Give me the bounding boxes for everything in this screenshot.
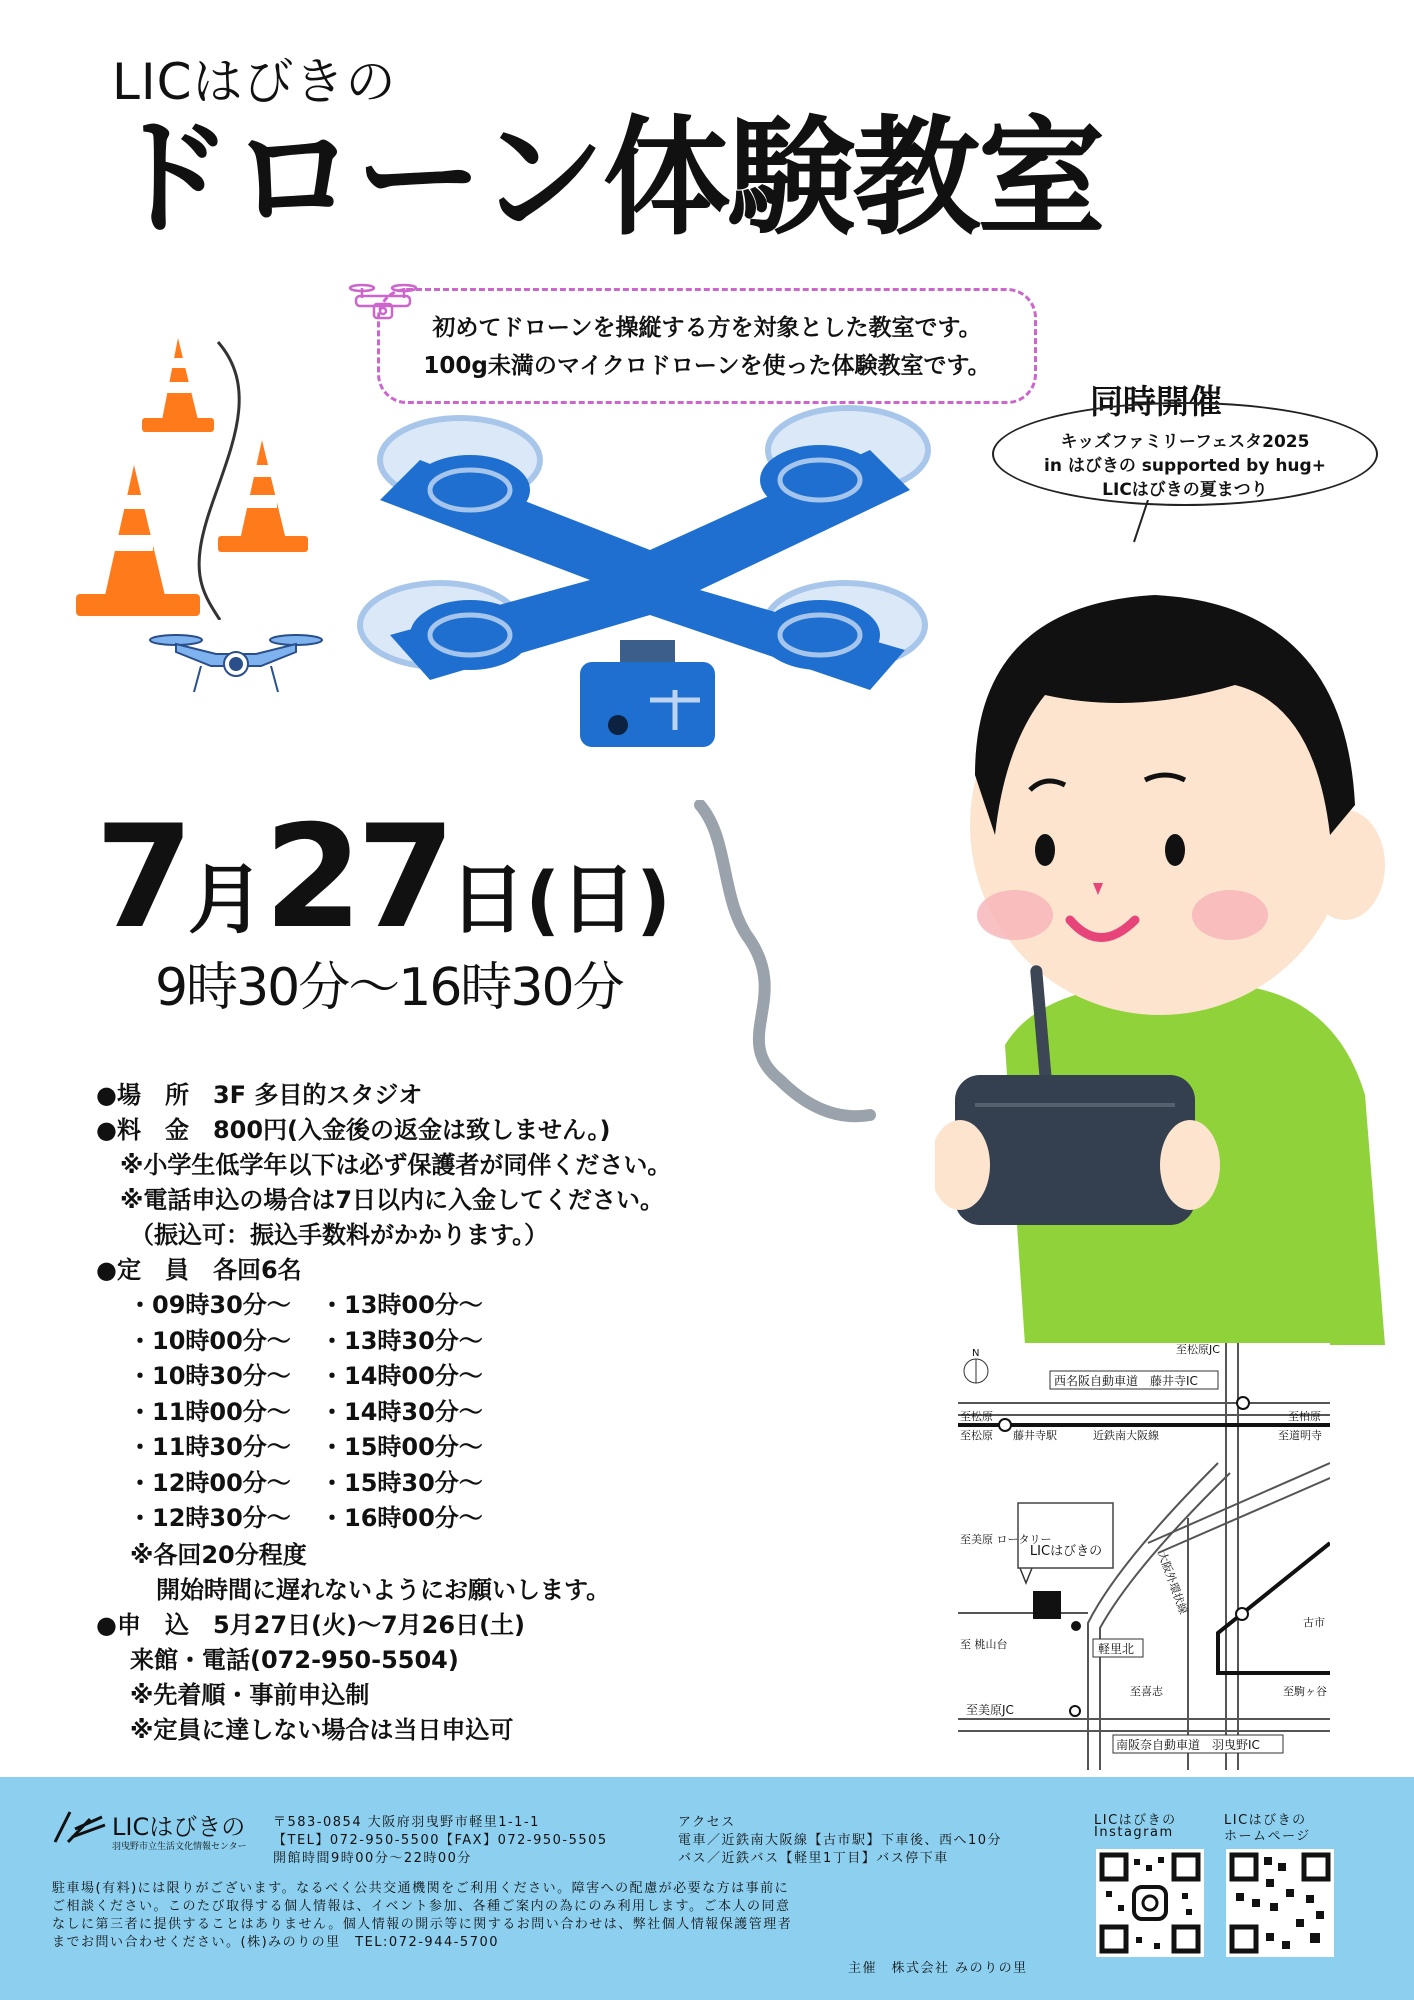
time-slot-row: [96, 1427, 576, 1459]
time-slot-row: [96, 1392, 576, 1424]
event-date: [95, 795, 671, 960]
qr-instagram-label-1: LICはびきの: [1094, 1813, 1177, 1828]
map-label: 西名阪自動車道 藤井寺IC: [1054, 1374, 1198, 1388]
time-slot: ・15時30分～: [320, 1468, 483, 1497]
cone-icon: [218, 440, 308, 552]
time-slot: ・12時30分～: [128, 1504, 291, 1532]
note-duration: ※各回20分程度: [130, 1541, 307, 1569]
qr-instagram-label-2: Instagram: [1094, 1825, 1174, 1840]
map-label: 至松原: [960, 1410, 993, 1423]
drone-illustration: [350, 400, 950, 760]
boy-illustration: [935, 575, 1390, 1345]
intro-line-2: 100g未満のマイクロドローンを使った体験教室です。: [423, 353, 991, 379]
lic-location-marker: [1033, 1591, 1061, 1619]
bubble-line-1: キッズファミリーフェスタ2025: [1060, 432, 1310, 452]
event-time: 9時30分～16時30分: [155, 958, 623, 1018]
capacity-line: ●定 員 各回6名: [96, 1256, 302, 1284]
map-label: 軽里北: [1098, 1642, 1135, 1656]
qr-code-icon: [1096, 1849, 1204, 1957]
homepage-qr-code[interactable]: [1226, 1849, 1334, 1957]
qr-homepage-label-1: LICはびきの: [1224, 1813, 1307, 1828]
bubble-line-3: LICはびきの夏まつり: [1102, 480, 1268, 500]
qr-code-icon: [1226, 1849, 1334, 1957]
cone-icon: [142, 338, 214, 432]
footer-tel-fax: 【TEL】072-950-5500【FAX】072-950-5505: [273, 1833, 608, 1848]
time-slot: ・15時00分～: [320, 1433, 483, 1461]
footer-logo-text: LICはびきの: [112, 1813, 246, 1841]
date-day: 27: [263, 795, 450, 960]
intro-box: [377, 288, 1037, 404]
instagram-qr-code[interactable]: [1096, 1849, 1204, 1957]
map-lic-label: LICはびきの: [1029, 1544, 1103, 1559]
apply-method: 来館・電話(072-950-5504): [130, 1646, 459, 1674]
footer: [0, 1777, 1414, 2000]
note-payment: ※電話申込の場合は7日以内に入金してください。: [120, 1186, 665, 1214]
map-label: 至松原: [960, 1429, 993, 1442]
concurrent-heading: 同時開催: [1090, 382, 1222, 421]
map-label: 藤井寺駅: [1013, 1429, 1057, 1442]
time-slot: ・13時00分～: [320, 1291, 483, 1319]
date-month: 7: [95, 795, 188, 960]
time-slot-row: [96, 1356, 576, 1388]
map-label: 至道明寺: [1278, 1429, 1322, 1442]
map-north-label: N: [972, 1348, 980, 1359]
speech-bubble: [992, 402, 1378, 506]
time-slot-row: [96, 1463, 576, 1495]
venue-line: ●場 所 3F 多目的スタジオ: [96, 1081, 423, 1109]
map-label: 古市: [1303, 1616, 1325, 1629]
footer-notice-4: までお問い合わせください。(株)みのりの里 TEL:072-944-5700: [52, 1935, 500, 1950]
time-slot: ・13時30分～: [320, 1326, 483, 1355]
date-month-unit: 月: [187, 855, 264, 944]
map-label: 至喜志: [1130, 1685, 1163, 1698]
note-punctual: 開始時間に遅れないようにお願いします。: [156, 1576, 611, 1604]
lic-logo-icon: [50, 1807, 110, 1847]
map-label: 至美原JC: [966, 1703, 1014, 1717]
note-same-day: ※定員に達しない場合は当日申込可: [130, 1716, 514, 1744]
map-label: 至 桃山台: [960, 1638, 1008, 1651]
footer-address: 〒583-0854 大阪府羽曳野市軽里1-1-1: [273, 1815, 540, 1830]
access-map: [958, 1343, 1330, 1770]
instagram-icon: [1134, 1887, 1166, 1919]
time-slot-row: [96, 1285, 576, 1317]
time-slot: ・09時30分～: [128, 1291, 291, 1319]
fee-line: ●料 金 800円(入金後の返金は致しません。): [96, 1116, 611, 1144]
intro-line-1: 初めてドローンを操縦する方を対象とした教室です。: [432, 315, 982, 341]
note-guardian: ※小学生低学年以下は必ず保護者が同伴ください。: [120, 1151, 672, 1179]
footer-access-train: 電車／近鉄南大阪線【古市駅】下車後、西へ10分: [678, 1833, 1003, 1848]
apply-line: ●申 込 5月27日(火)～7月26日(土): [96, 1611, 526, 1639]
footer-hours: 開館時間9時00分～22時00分: [273, 1851, 472, 1866]
footer-notice-2: ご相談ください。このたび取得する個人情報は、イベント参加、各種ご案内の為にのみ利用します。ご本人の同意: [52, 1899, 791, 1914]
traffic-cones-illustration: [70, 330, 330, 620]
time-slot: ・10時00分～: [128, 1326, 291, 1355]
time-slot: ・10時30分～: [128, 1362, 291, 1390]
date-day-unit: 日(日): [449, 855, 671, 944]
time-slot-row: [96, 1498, 576, 1530]
bubble-line-2: in はびきの supported by hug+: [1044, 456, 1326, 476]
map-label: 至松原JC: [1176, 1343, 1220, 1356]
note-first-come: ※先着順・事前申込制: [130, 1681, 370, 1709]
cone-icon: [76, 465, 200, 616]
time-slot: ・11時30分～: [128, 1433, 291, 1461]
time-slot-row: [96, 1321, 576, 1353]
footer-access-title: アクセス: [678, 1815, 736, 1830]
map-label: 至柏原: [1288, 1410, 1321, 1423]
map-label: 至美原 ロータリー: [960, 1533, 1052, 1546]
time-slot: ・14時30分～: [320, 1397, 483, 1426]
note-transfer: （振込可：振込手数料がかかります。）: [130, 1221, 549, 1249]
time-slot: ・14時00分～: [320, 1362, 483, 1390]
bubble-tail: [1130, 500, 1160, 545]
footer-organizer: 主催 株式会社 みのりの里: [848, 1961, 1028, 1976]
map-label: 大阪外環状線: [1155, 1549, 1190, 1617]
map-label: 近鉄南大阪線: [1093, 1429, 1159, 1442]
footer-logo-sub: 羽曳野市立生活文化情報センター: [112, 1842, 247, 1852]
page-title: ドローン体験教室: [105, 104, 1103, 253]
time-slots: [96, 1285, 576, 1535]
subtitle: LICはびきの: [112, 53, 397, 111]
footer-notice-3: なしに第三者に提供することはありません。個人情報の開示等に関するお問い合わせは、弊社個人情報保護管理者: [52, 1917, 793, 1932]
footer-notice-1: 駐車場(有料)には限りがございます。なるべく公共交通機関をご利用ください。障害への配慮が必要な方は事前に: [52, 1881, 790, 1896]
time-slot: ・12時00分～: [128, 1468, 291, 1497]
qr-homepage-label-2: ホームページ: [1224, 1829, 1311, 1844]
time-slot: ・11時00分～: [128, 1397, 291, 1426]
small-blue-drone-icon: [146, 630, 326, 702]
controller-cable: [690, 800, 890, 1130]
map-label: 南阪奈自動車道 羽曳野IC: [1116, 1738, 1260, 1752]
time-slot: ・16時00分～: [320, 1504, 483, 1532]
map-label: 至駒ヶ谷: [1283, 1685, 1327, 1698]
footer-access-bus: バス／近鉄バス【軽里1丁目】バス停下車: [678, 1851, 949, 1866]
